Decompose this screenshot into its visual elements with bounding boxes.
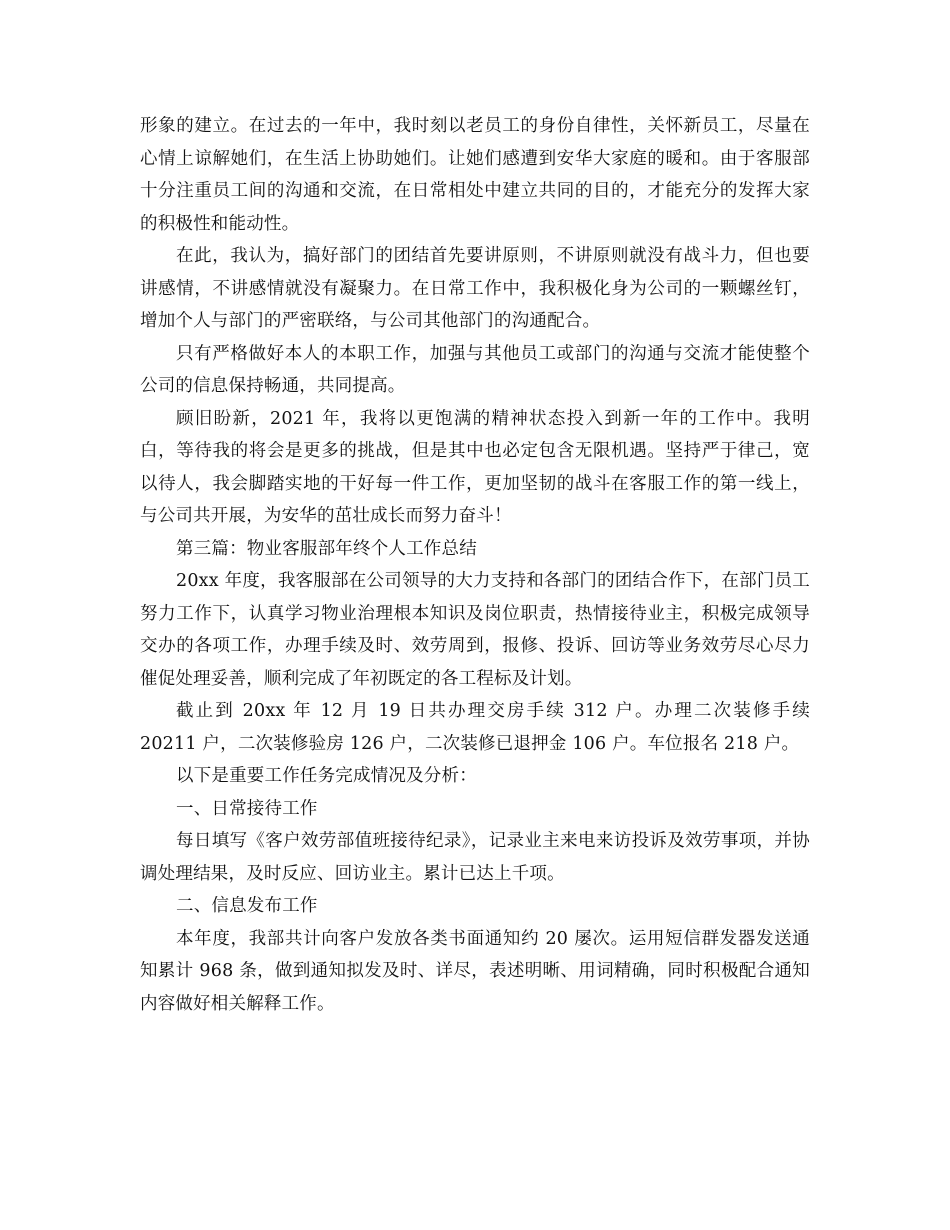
paragraph: 20xx 年度，我客服部在公司领导的大力支持和各部门的团结合作下，在部门员工努力工作下，认真学习物业治理根本知识及岗位职责，热情接待业主，积极完成领导交办的各项工作，办理手续及时、效劳周到，报修、投诉、回访等业务效劳尽心尽力催促处理妥善，顺利完成了年初既定的各工程标及计划。 — [140, 571, 810, 689]
paragraph: 每日填写《客户效劳部值班接待纪录》，记录业主来电来访投诉及效劳事项，并协调处理结果，及时反应、回访业主。累计已达上千项。 — [140, 831, 810, 884]
paragraph: 以下是重要工作任务完成情况及分析： — [176, 766, 477, 786]
subheading: 二、信息发布工作 — [176, 896, 318, 916]
paragraph: 顾旧盼新，2021 年，我将以更饱满的精神状态投入到新一年的工作中。我明白，等待我的将会是更多的挑战，但是其中也必定包含无限机遇。坚持严于律己，宽以待人，我会脚踏实地的干好每一件工作，更加坚韧的战斗在客服工作的第一线上，与公司共开展，为安华的茁壮成长而努力奋斗！ — [140, 408, 810, 526]
paragraph: 只有严格做好本人的本职工作，加强与其他员工或部门的沟通与交流才能使整个公司的信息保持畅通，共同提高。 — [140, 343, 810, 396]
section-heading: 第三篇：物业客服部年终个人工作总结 — [176, 538, 477, 559]
paragraph-continuation: 形象的建立。在过去的一年中，我时刻以老员工的身份自律性，关怀新员工，尽量在心情上谅解她们，在生活上协助她们。让她们感遭到安华大家庭的暖和。由于客服部十分注重员工间的沟通和交流，在日常相处中建立共同的目的，才能充分的发挥大家的积极性和能动性。 — [140, 116, 810, 234]
document-body — [140, 110, 810, 1020]
paragraph: 本年度，我部共计向客户发放各类书面通知约 20 屡次。运用短信群发器发送通知累计 968 条，做到通知拟发及时、详尽，表述明晰、用词精确，同时积极配合通知内容做好相关解释工作。 — [140, 928, 810, 1014]
paragraph: 截止到 20xx 年 12 月 19 日共办理交房手续 312 户。办理二次装修手续 20211 户，二次装修验房 126 户，二次装修已退押金 106 户。车位报名 218 户。 — [140, 701, 810, 754]
subheading: 一、日常接待工作 — [176, 798, 318, 819]
paragraph: 在此，我认为，搞好部门的团结首先要讲原则，不讲原则就没有战斗力，但也要讲感情，不讲感情就没有凝聚力。在日常工作中，我积极化身为公司的一颗螺丝钉，增加个人与部门的严密联络，与公司其他部门的沟通配合。 — [140, 246, 810, 331]
